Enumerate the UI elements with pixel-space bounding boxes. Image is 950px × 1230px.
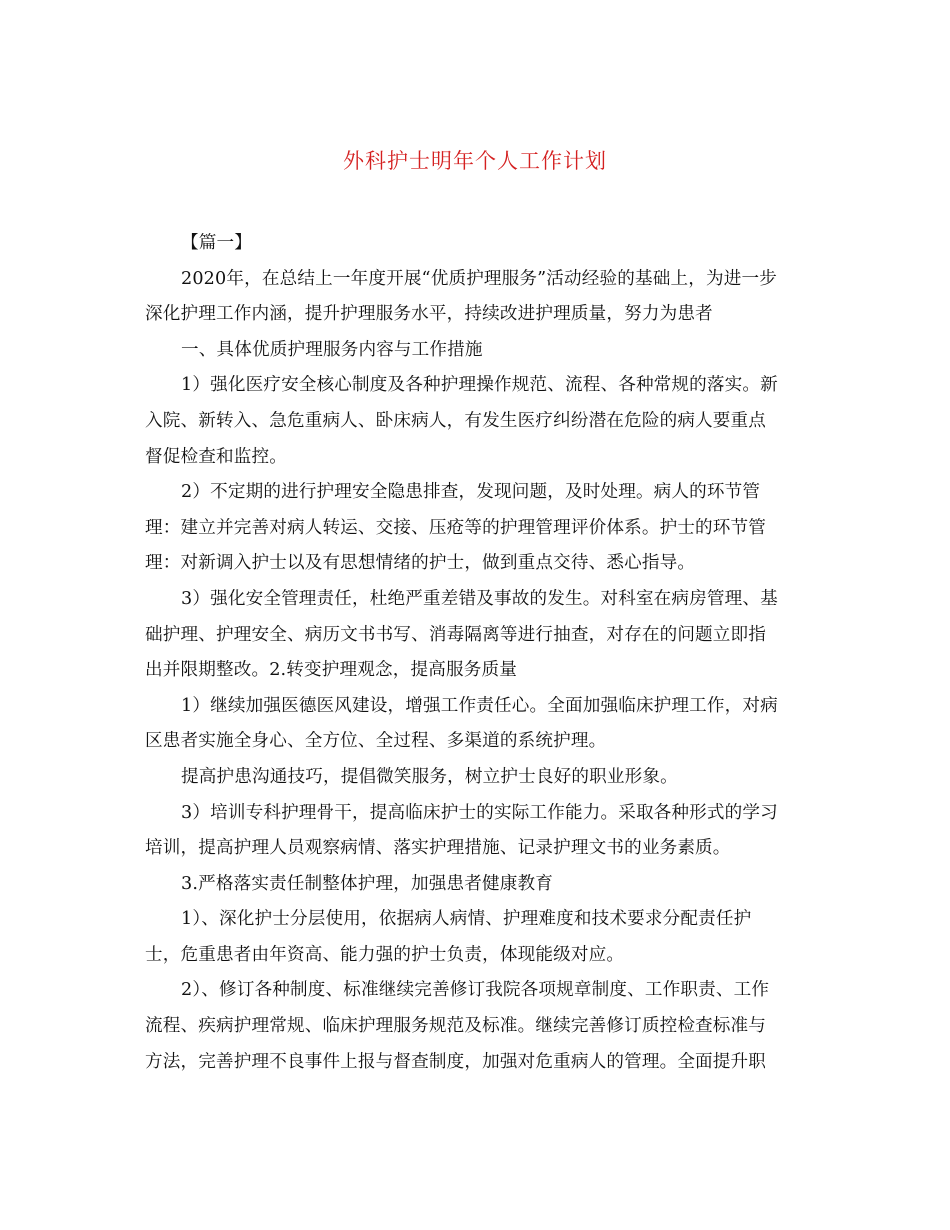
- paragraph-line: 3）强化安全管理责任，杜绝严重差错及事故的发生。对科室在病房管理、基: [181, 588, 778, 609]
- paragraph: [145, 475, 805, 582]
- paragraph-line: 一、具体优质护理服务内容与工作措施: [181, 339, 483, 360]
- paragraph-line: 督促检查和监控。: [145, 446, 287, 467]
- paragraph-line: 理：建立并完善对病人转运、交接、压疮等的护理管理评价体系。护士的环节管: [145, 517, 767, 538]
- paragraph: [145, 689, 805, 760]
- paragraph-line: 理：对新调入护士以及有思想情绪的护士，做到重点交待、悉心指导。: [145, 553, 696, 574]
- paragraph: [145, 368, 805, 475]
- paragraph: [145, 262, 805, 333]
- paragraph-line: 出并限期整改。2.转变护理观念，提高服务质量: [145, 660, 517, 681]
- paragraph-line: 流程、疾病护理常规、临床护理服务规范及标准。继续完善修订质控检查标准与: [145, 1016, 767, 1037]
- paragraph-line: 培训，提高护理人员观察病情、落实护理措施、记录护理文书的业务素质。: [145, 838, 731, 859]
- paragraph-line: 1）继续加强医德医风建设，增强工作责任心。全面加强临床护理工作，对病: [181, 695, 778, 716]
- paragraph-line: 【篇一】: [181, 233, 252, 253]
- paragraph-line: 2）、修订各种制度、标准继续完善修订我院各项规章制度、工作职责、工作: [181, 980, 770, 1001]
- paragraph-line: 2020年，在总结上一年度开展“优质护理服务”活动经验的基础上，为进一步: [181, 268, 777, 289]
- paragraph-line: 入院、新转入、急危重病人、卧床病人，有发生医疗纠纷潜在危险的病人要重点: [145, 410, 767, 431]
- paragraph: [145, 582, 805, 689]
- paragraph-line: 深化护理工作内涵，提升护理服务水平，持续改进护理质量，努力为患者: [145, 304, 713, 325]
- paragraph-line: 3.严格落实责任制整体护理，加强患者健康教育: [181, 873, 553, 894]
- paragraph-line: 2）不定期的进行护理安全隐患排查，发现问题，及时处理。病人的环节管: [181, 482, 761, 503]
- paragraph-line: 3）培训专科护理骨干，提高临床护士的实际工作能力。采取各种形式的学习: [181, 802, 778, 823]
- paragraph: [145, 226, 805, 262]
- paragraph-line: 1）、深化护士分层使用，依据病人病情、护理难度和技术要求分配责任护: [181, 909, 752, 930]
- paragraph-line: 础护理、护理安全、病历文书书写、消毒隔离等进行抽查，对存在的问题立即指: [145, 624, 767, 645]
- document-body: [145, 226, 805, 1080]
- paragraph: [145, 902, 805, 973]
- paragraph: [145, 760, 805, 796]
- paragraph: [145, 973, 805, 1080]
- paragraph: [145, 867, 805, 903]
- paragraph-line: 提高护患沟通技巧，提倡微笑服务，树立护士良好的职业形象。: [181, 766, 678, 787]
- paragraph-line: 区患者实施全身心、全方位、全过程、多渠道的系统护理。: [145, 731, 607, 752]
- document-title: 外科护士明年个人工作计划: [343, 149, 607, 173]
- paragraph-line: 1）强化医疗安全核心制度及各种护理操作规范、流程、各种常规的落实。新: [181, 375, 778, 396]
- paragraph-line: 方法，完善护理不良事件上报与督查制度，加强对危重病人的管理。全面提升职: [145, 1051, 767, 1072]
- paragraph: [145, 796, 805, 867]
- paragraph: [145, 333, 805, 369]
- paragraph-line: 士，危重患者由年资高、能力强的护士负责，体现能级对应。: [145, 944, 625, 965]
